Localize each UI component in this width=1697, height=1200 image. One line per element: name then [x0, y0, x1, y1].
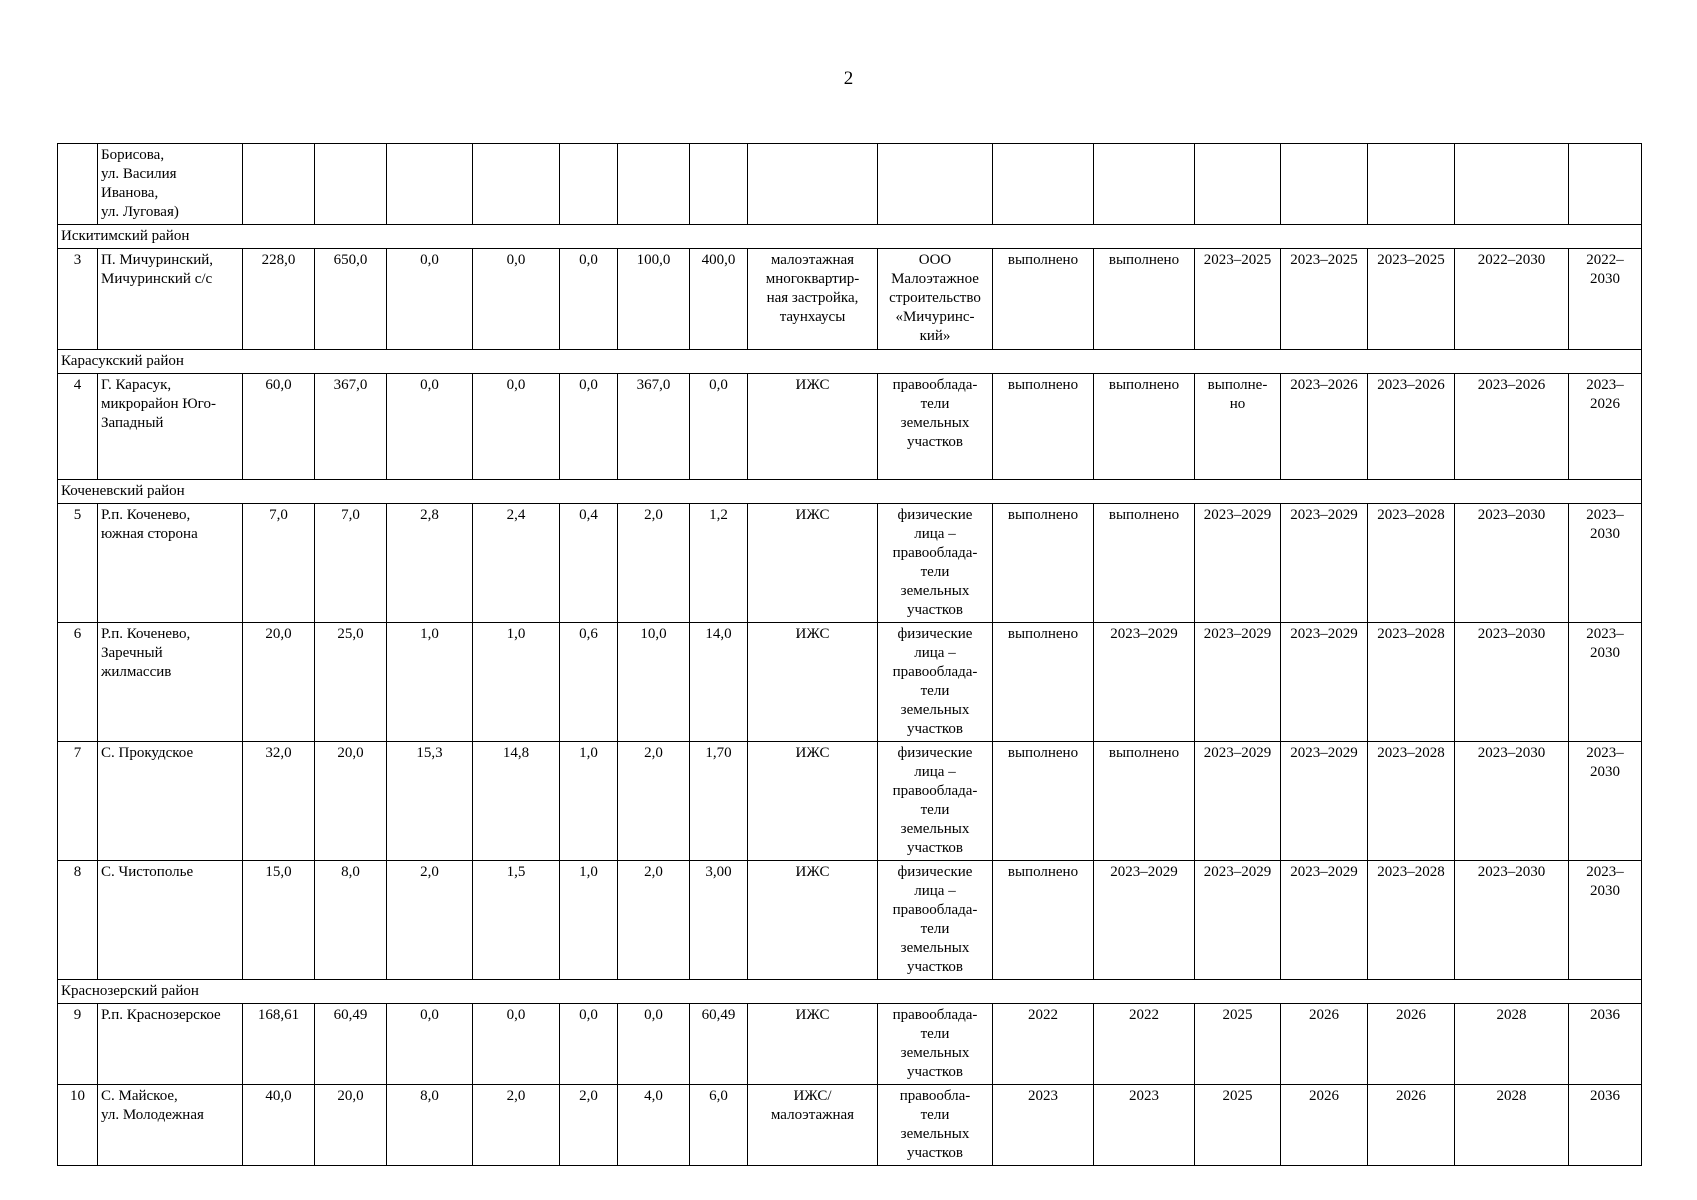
cell-deadline: 2023–2029: [1195, 861, 1281, 980]
cell-value: 0,6: [560, 623, 618, 742]
cell-value: 0,0: [473, 1004, 560, 1085]
cell-deadline: выполнено: [993, 861, 1094, 980]
cell-deadline: 2023–2026: [1281, 374, 1368, 480]
cell-value: 6,0: [690, 1085, 748, 1166]
cell-deadline: 2022– 2030: [1569, 249, 1642, 350]
cell-value: 2,0: [387, 861, 473, 980]
cell-deadline: выполнено: [1094, 374, 1195, 480]
cell-value: 1,2: [690, 504, 748, 623]
district-name: Коченевский район: [58, 480, 1642, 504]
cell-owner: физические лица – правооблада- тели земельных участков: [878, 742, 993, 861]
cell-deadline: выполнено: [1094, 249, 1195, 350]
cell-value: 0,0: [473, 374, 560, 480]
district-row: [58, 225, 1642, 249]
cell-deadline: 2023–2030: [1455, 623, 1569, 742]
cell-value: 20,0: [243, 623, 315, 742]
cell-deadline: 2028: [1455, 1004, 1569, 1085]
cell-value: 100,0: [618, 249, 690, 350]
cell-value: 0,0: [473, 249, 560, 350]
cell-deadline: 2022: [1094, 1004, 1195, 1085]
cell-deadline: выполнено: [993, 504, 1094, 623]
cell-location: Р.п. Коченево, Заречный жилмассив: [98, 623, 243, 742]
cell-location: Р.п. Краснозерское: [98, 1004, 243, 1085]
cell-value: 1,70: [690, 742, 748, 861]
cell-deadline: выполнено: [1094, 504, 1195, 623]
cell-value: 20,0: [315, 1085, 387, 1166]
cell-location: Г. Карасук, микрорайон Юго- Западный: [98, 374, 243, 480]
cell-value: 1,0: [560, 742, 618, 861]
cell-deadline: 2023–2029: [1094, 861, 1195, 980]
cell-value: 0,0: [560, 249, 618, 350]
cell-value: 400,0: [690, 249, 748, 350]
cell-deadline: 2023–2025: [1281, 249, 1368, 350]
cell-location: С. Майское, ул. Молодежная: [98, 1085, 243, 1166]
table-row: [58, 861, 1642, 980]
cell-value: 1,0: [560, 861, 618, 980]
district-row: [58, 980, 1642, 1004]
cell-deadline: 2023– 2030: [1569, 623, 1642, 742]
cell-value: 0,0: [387, 1004, 473, 1085]
cell-value: 367,0: [618, 374, 690, 480]
cell-deadline: 2023–2029: [1281, 742, 1368, 861]
cell-value: 7,0: [315, 504, 387, 623]
cell-building-type: малоэтажная многоквартир- ная застройка, таунхаусы: [748, 249, 878, 350]
cell-value: 10,0: [618, 623, 690, 742]
cell-value: 1,0: [473, 623, 560, 742]
cell-value: 15,3: [387, 742, 473, 861]
cell-deadline: 2023–2029: [1281, 504, 1368, 623]
cell-deadline: 2025: [1195, 1085, 1281, 1166]
cell-value: 367,0: [315, 374, 387, 480]
cell-deadline: 2023–2028: [1368, 742, 1455, 861]
cell-deadline: 2023–2030: [1455, 742, 1569, 861]
cell-building-type: ИЖС: [748, 1004, 878, 1085]
cell-value: 0,0: [618, 1004, 690, 1085]
cell-owner: ООО Малоэтажное строительство «Мичуринс- кий»: [878, 249, 993, 350]
cell-value: 2,4: [473, 504, 560, 623]
cell-value: 14,8: [473, 742, 560, 861]
cell-deadline: 2023–2025: [1368, 249, 1455, 350]
cell-deadline: выполнено: [993, 742, 1094, 861]
cell-deadline: 2026: [1368, 1004, 1455, 1085]
cell-number: 5: [58, 504, 98, 623]
cell-number: 9: [58, 1004, 98, 1085]
cell-deadline: 2023–2026: [1368, 374, 1455, 480]
cell-deadline: 2023–2028: [1368, 861, 1455, 980]
cell-value: 25,0: [315, 623, 387, 742]
cell-number: 3: [58, 249, 98, 350]
cell-number: 10: [58, 1085, 98, 1166]
table-row: [58, 623, 1642, 742]
cell-deadline: выполнено: [993, 623, 1094, 742]
cell-deadline: 2023–2028: [1368, 504, 1455, 623]
cell-deadline: 2023– 2026: [1569, 374, 1642, 480]
cell-value: 0,0: [387, 249, 473, 350]
cell-value: 228,0: [243, 249, 315, 350]
cell-deadline: выполнено: [993, 249, 1094, 350]
cell-deadline: 2023–2028: [1368, 623, 1455, 742]
table-row: [58, 374, 1642, 480]
cell-deadline: 2023–2026: [1455, 374, 1569, 480]
cell-value: 15,0: [243, 861, 315, 980]
cell-building-type: ИЖС/ малоэтажная: [748, 1085, 878, 1166]
cell-building-type: ИЖС: [748, 742, 878, 861]
cell-owner: правообла- тели земельных участков: [878, 1085, 993, 1166]
cell-deadline: 2023–2029: [1195, 504, 1281, 623]
cell-number: 7: [58, 742, 98, 861]
cell-value: 60,0: [243, 374, 315, 480]
cell-value: 32,0: [243, 742, 315, 861]
cell-value: 40,0: [243, 1085, 315, 1166]
table-body: [58, 144, 1642, 1166]
cell-deadline: 2028: [1455, 1085, 1569, 1166]
cell-deadline: 2023– 2030: [1569, 742, 1642, 861]
cell-deadline: 2023–2029: [1281, 861, 1368, 980]
cell-deadline: выполнено: [993, 374, 1094, 480]
cell-value: 4,0: [618, 1085, 690, 1166]
cell-value: 7,0: [243, 504, 315, 623]
table-row: [58, 742, 1642, 861]
district-name: Краснозерский район: [58, 980, 1642, 1004]
district-name: Карасукский район: [58, 350, 1642, 374]
table-row: [58, 249, 1642, 350]
table-row: [58, 504, 1642, 623]
district-row: [58, 350, 1642, 374]
cell-owner: правооблада- тели земельных участков: [878, 374, 993, 480]
cell-value: 2,0: [618, 861, 690, 980]
cell-value: 14,0: [690, 623, 748, 742]
cell-deadline: 2025: [1195, 1004, 1281, 1085]
continuation-row: [58, 144, 1642, 225]
cell-deadline: 2023– 2030: [1569, 504, 1642, 623]
district-name: Искитимский район: [58, 225, 1642, 249]
cell-value: 2,0: [473, 1085, 560, 1166]
cell-deadline: 2023–2030: [1455, 504, 1569, 623]
cell-deadline: выполне- но: [1195, 374, 1281, 480]
cell-deadline: 2036: [1569, 1085, 1642, 1166]
cell-value: 8,0: [315, 861, 387, 980]
cell-number: 6: [58, 623, 98, 742]
table-row: [58, 1004, 1642, 1085]
cell-value: 650,0: [315, 249, 387, 350]
cell-deadline: 2023: [993, 1085, 1094, 1166]
cell-value: 2,8: [387, 504, 473, 623]
cell-building-type: ИЖС: [748, 623, 878, 742]
cell-deadline: 2023–2029: [1094, 623, 1195, 742]
cell-location: П. Мичуринский, Мичуринский с/с: [98, 249, 243, 350]
cell-number: [58, 144, 98, 225]
cell-value: 1,5: [473, 861, 560, 980]
cell-value: 0,0: [560, 374, 618, 480]
table-row: [58, 1085, 1642, 1166]
cell-value: 0,0: [560, 1004, 618, 1085]
cell-deadline: 2036: [1569, 1004, 1642, 1085]
cell-deadline: 2023–2029: [1195, 742, 1281, 861]
cell-value: 2,0: [560, 1085, 618, 1166]
cell-deadline: 2026: [1281, 1085, 1368, 1166]
cell-owner: физические лица – правооблада- тели земельных участков: [878, 861, 993, 980]
cell-location: Борисова, ул. Василия Иванова, ул. Луговая): [98, 144, 243, 225]
cell-value: 2,0: [618, 504, 690, 623]
cell-deadline: 2023– 2030: [1569, 861, 1642, 980]
cell-deadline: 2023–2030: [1455, 861, 1569, 980]
cell-value: 0,0: [387, 374, 473, 480]
cell-deadline: 2026: [1368, 1085, 1455, 1166]
cell-location: С. Чистополье: [98, 861, 243, 980]
cell-number: 4: [58, 374, 98, 480]
cell-location: С. Прокудское: [98, 742, 243, 861]
cell-location: Р.п. Коченево, южная сторона: [98, 504, 243, 623]
cell-deadline: 2023–2025: [1195, 249, 1281, 350]
cell-value: 60,49: [315, 1004, 387, 1085]
cell-number: 8: [58, 861, 98, 980]
cell-value: 2,0: [618, 742, 690, 861]
cell-value: 3,00: [690, 861, 748, 980]
cell-value: 60,49: [690, 1004, 748, 1085]
cell-owner: правооблада- тели земельных участков: [878, 1004, 993, 1085]
page-number: 2: [843, 68, 854, 89]
cell-value: 1,0: [387, 623, 473, 742]
district-row: [58, 480, 1642, 504]
cell-deadline: 2023: [1094, 1085, 1195, 1166]
cell-owner: физические лица – правооблада- тели земельных участков: [878, 623, 993, 742]
cell-deadline: 2022–2030: [1455, 249, 1569, 350]
cell-deadline: 2026: [1281, 1004, 1368, 1085]
cell-deadline: 2022: [993, 1004, 1094, 1085]
cell-owner: физические лица – правооблада- тели земельных участков: [878, 504, 993, 623]
cell-deadline: 2023–2029: [1195, 623, 1281, 742]
cell-building-type: ИЖС: [748, 374, 878, 480]
land-plots-table: [57, 143, 1642, 1166]
cell-value: 0,4: [560, 504, 618, 623]
cell-building-type: ИЖС: [748, 504, 878, 623]
cell-deadline: 2023–2029: [1281, 623, 1368, 742]
cell-value: 20,0: [315, 742, 387, 861]
cell-building-type: ИЖС: [748, 861, 878, 980]
cell-value: 168,61: [243, 1004, 315, 1085]
cell-deadline: выполнено: [1094, 742, 1195, 861]
cell-value: 0,0: [690, 374, 748, 480]
cell-value: 8,0: [387, 1085, 473, 1166]
